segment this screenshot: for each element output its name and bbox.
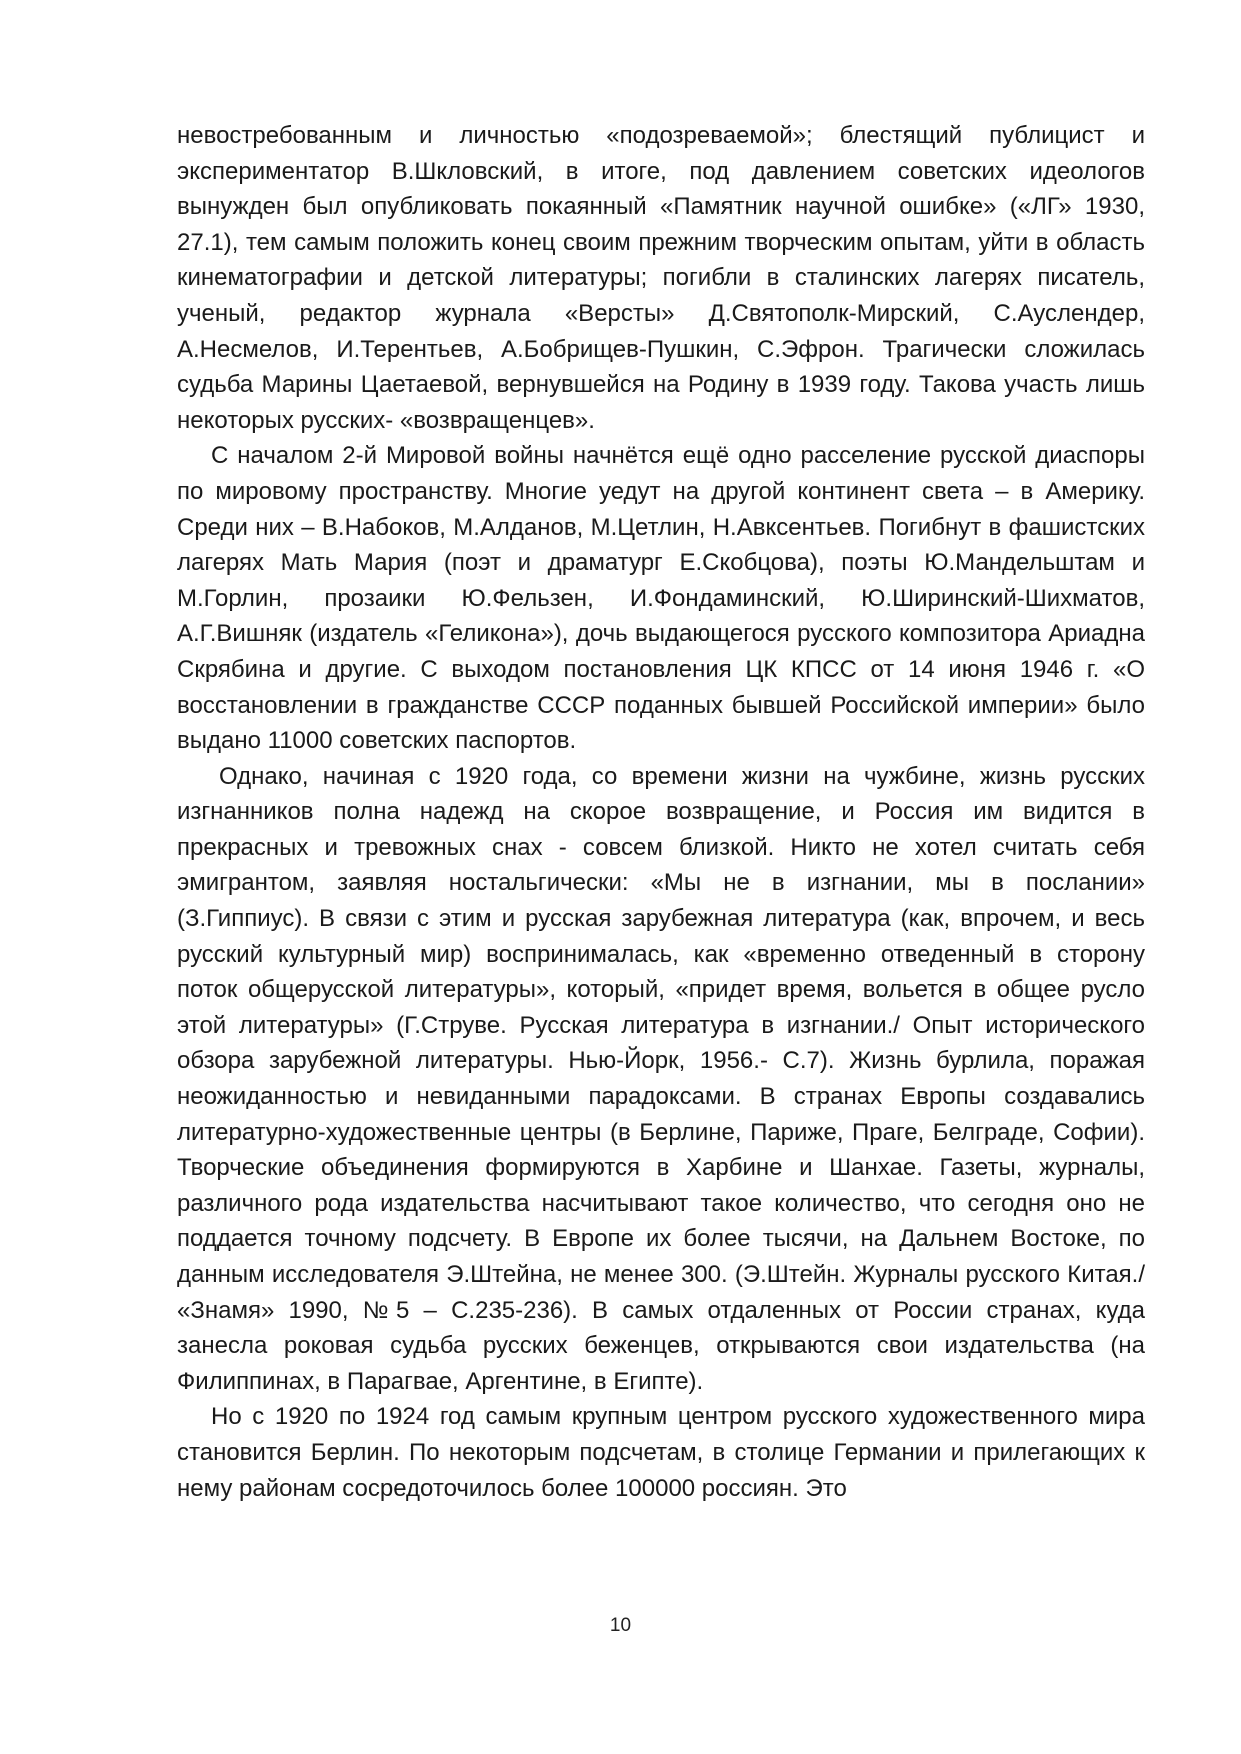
paragraph-4: Но с 1920 по 1924 год самым крупным центром русского художественного мира становится Берлин. По некоторым подсчетам, в столице Германии и прилегающих к нему районам сосредоточилось более 100000 россиян. Это (177, 1403, 1145, 1502)
body-text (177, 118, 1145, 1506)
paragraph-1: невостребованным и личностью «подозреваемой»; блестящий публицист и экспериментатор В.Шкловский, в итоге, под давлением советских идеологов вынужден был опубликовать покаянный «Памятник научной ошибке» («ЛГ» 1930, 27.1), тем самым положить конец своим прежним творческим опытам, уйти в область кинематографии и детской литературы; погибли в сталинских лагерях писатель, ученый, редактор журнала «Версты» Д.Святополк-Мирский, С.Ауслендер, А.Несмелов, И.Терентьев, А.Бобрищев-Пушкин, С.Эфрон. Трагически сложилась судьба Марины Цаетаевой, вернувшейся на Родину в 1939 году. Такова участь лишь некоторых русских- «возвращенцев». (177, 122, 1145, 434)
paragraph-3: Однако, начиная с 1920 года, со времени жизни на чужбине, жизнь русских изгнанников полна надежд на скорое возвращение, и Россия им видится в прекрасных и тревожных снах - совсем близкой. Никто не хотел считать себя эмигрантом, заявляя ностальгически: «Мы не в изгнании, мы в послании» (З.Гиппиус). В связи с этим и русская зарубежная литература (как, впрочем, и весь русский культурный мир) воспринималась, как «временно отведенный в сторону поток общерусской литературы», который, «придет время, вольется в общее русло этой литературы» (Г.Струве. Русская литература в изгнании./ Опыт исторического обзора зарубежной литературы. Нью-Йорк, 1956.- С.7). Жизнь бурлила, поражая неожиданностью и невиданными парадоксами. В странах Европы создавались литературно-художественные центры (в Берлине, Париже, Праге, Белграде, Софии). Творческие объединения формируются в Харбине и Шанхае. Газеты, журналы, различного рода издательства насчитывают такое количество, что сегодня оно не поддается точному подсчету. В Европе их более тысячи, на Дальнем Востоке, по данным исследователя Э.Штейна, не менее 300. (Э.Штейн. Журналы русского Китая./ «Знамя» 1990, №5 – С.235-236). В самых отдаленных от России странах, куда занесла роковая судьба русских беженцев, открываются свои издательства (на Филиппинах, в Парагвае, Аргентине, в Египте). (177, 762, 1145, 1395)
paragraph-2: С началом 2-й Мировой войны начнётся ещё одно расселение русской диаспоры по мировому пространству. Многие уедут на другой континент света – в Америку. Среди них – В.Набоков, М.Алданов, М.Цетлин, Н.Авксентьев. Погибнут в фашистских лагерях Мать Мария (поэт и драматург Е.Скобцова), поэты Ю.Мандельштам и М.Горлин, прозаики Ю.Фельзен, И.Фондаминский, Ю.Ширинский-Шихматов, А.Г.Вишняк (издатель «Геликона»), дочь выдающегося русского композитора Ариадна Скрябина и другие. С выходом постановления ЦК КПСС от 14 июня 1946 г. «О восстановлении в гражданстве СССР поданных бывшей Российской империи» было выдано 11000 советских паспортов. (177, 442, 1145, 755)
page-number: 10 (609, 1615, 632, 1636)
